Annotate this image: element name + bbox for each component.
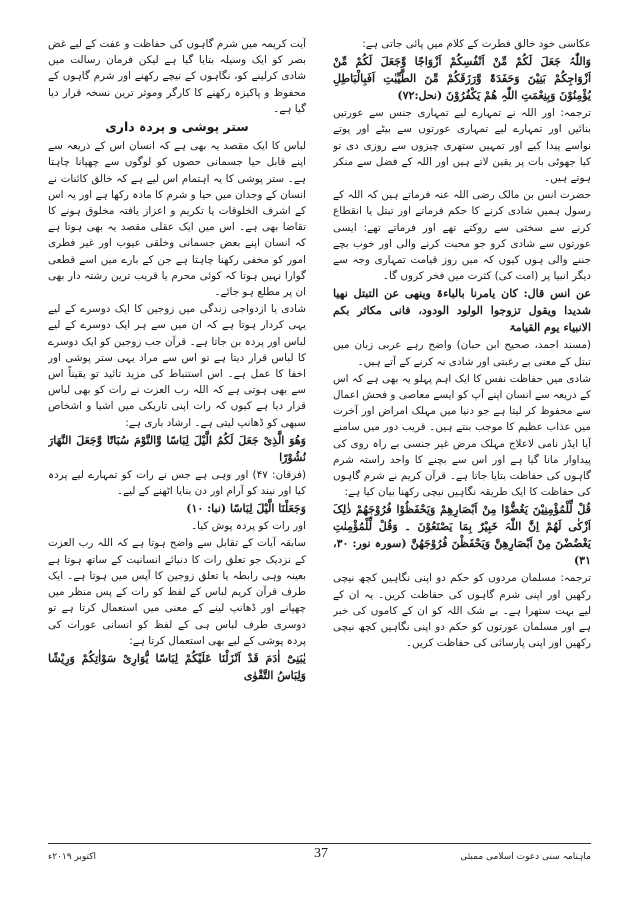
page-footer [48,848,591,868]
left-translation-naba: اور رات کو پردہ پوش کیا۔ [190,520,306,533]
left-quran-verse-naba: وَجَعَلْنَا الَّیْلَ لِبَاسًا (نبا: ۱۰) [186,502,306,516]
footer-divider [48,843,591,844]
right-quran-verse-nahl: وَاللّٰہُ جَعَلَ لَکُمْ مِّنْ اَنْفُسِکُمْ اَزْوَاجًا وَّجَعَلَ لَکُمْ مِّنْ اَزْوَاجِکُمْ بَنِیْنَ وَحَفَدَۃً وَّرَزَقَکُمْ مِّنَ الطَّیِّبٰتِ اَفَبِالْبَاطِلِ یُؤْمِنُوْنَ وَبِنِعْمَتِ اللّٰہِ ھُمْ یَکْفُرُوْنَ (نحل:۷۲) [333,55,591,103]
right-intro: عکاسی خود خالق فطرت کے کلام میں پائی جاتی ہے: [362,38,591,50]
left-comparison-paragraph: سابقہ آیات کے تقابل سے واضح ہوتا ہے کہ اللہ رب العزت کے نزدیک جو تعلق رات کا دنیائے انسانیت کے ساتھ ہوتا ہے بعینہ وہی رابطہ یا تعلق زوجین کا آپس میں ہوتا ہے۔ ایک طرف قرآن کریم لباس کے لفظ کو رات کے پس منظر میں چھپانے اور ڈھانپ لینے کے معنی میں استعمال کرتا ہے تو دوسری طرف لباس ہی کے لفظ کو انسانی عورات کی پردہ پوشی کے لیے بھی استعمال کرتا ہے: [48,537,306,647]
right-hadith-anas-urdu: حضرت انس بن مالک رضی اللہ عنہ فرماتے ہیں کہ اللہ کے رسول ہمیں شادی کرنے کا حکم فرماتے اور تبتل یا انقطاع کرنے سے سختی سے روکتے تھے اور فرماتے تھے: ایسی عورتوں سے شادی کرو جو محبت کرنے والی اور خوب بچے جننے والی ہوں کیوں کہ میں روز قیامت تمہاری وجہ سے دیگر انبیا پر (امت کی) کثرت میں فخر کروں گا۔ [333,189,591,283]
left-quran-verse-araf: یٰبَنِیْٓ اٰدَمَ قَدْ اَنْزَلْنَا عَلَیْکُمْ لِبَاسًا یُّوَارِیْ سَوْاٰتِکُمْ وَرِیْشًا وَلِبَاسُ التَّقْوٰی [48,651,306,682]
left-translation-furqan: (فرقان: ۴۷) اور وہی ہے جس نے رات کو تمہارے لیے پردہ کیا اور نیند کو آرام اور دن بنایا اٹھنے کے لیے۔ [48,468,306,498]
left-quran-verse-furqan: وَھُوَ الَّذِیْ جَعَلَ لَکُمُ الَّیْلَ لِبَاسًا وَّالنَّوْمَ سُبَاتًا وَّجَعَلَ النَّھَارَ نُشُوْرًا [48,433,306,464]
page-number: 37 [314,846,328,861]
right-hadith-reference: (مسند احمد، صحیح ابن حبان) واضح رہے عربی زبان میں تبتل کے معنی بے رغبتی اور شادی نہ کرنے کے آتے ہیں۔ [333,339,591,368]
left-column [48,36,306,826]
right-hadith-arabic: عن انس قال: کان یامرنا بالباءۃ وینھی عن التبتل نھیا شدیدا ویقول تزوجوا الولود الودود، فانی مکاثر بکم الانبیاء یوم القیامۃ [333,287,591,335]
section-heading: ستر پوشی و پردہ داری [105,119,249,135]
issue-date: اکتوبر ۲۰۱۹ء [48,852,97,862]
left-clothing-paragraph: لباس کا ایک مقصد یہ بھی ہے کہ انسان اس کے ذریعہ سے اپنے قابل حیا جسمانی حصوں کو لوگوں سے چھپانا چاہتا ہے۔ ستر پوشی کا یہ اہتمام اس لیے ہے کہ خالق کائنات نے انسان کے وجدان میں حیا و شرم کا مادہ رکھا ہے اور یہ اس کے اشرف الخلوقات یا تکریم و اعزاز یافتہ مخلوق ہونے کا تقاضا بھی ہے۔ اس میں ایک عقلی مقصد یہ بھی ہوتا ہے کہ انسان اپنے بعض جسمانی وخلقی عیوب اور غیر فطری امور کو مخفی رکھنا چاہتا ہے جن کے بارے میں اسے قطعی گوارا نہیں ہوتا کہ کوئی محرم یا قریب ترین رشتہ دار بھی ان پر مطلع ہو جائے۔ [48,140,306,299]
right-protection-paragraph: شادی میں حفاظت نفس کا ایک اہم پہلو یہ بھی ہے کہ اس کے ذریعہ سے انسان اپنے آپ کو ایسے معاصی و فحش اعمال سے محفوظ کر لیتا ہے جو دنیا میں مہلک امراض اور آخرت میں عذاب عظیم کا موجب بنتے ہیں۔ قریب دور میں سامنے آیا ایڈز نامی لاعلاج مہلک مرض غیر جنسی بے راہ روی کی پیداوار مانا گیا ہے اور اس سے بچنے کا واحد راستہ شرم گاہوں کی حفاظت بتایا جاتا ہے۔ قرآن کریم نے شرم گاہوں کی حفاظت کا ایک طریقہ نگاہیں نیچی رکھنا بیان کیا ہے: [333,372,591,499]
right-translation-nahl: ترجمہ: اور اللہ نے تمہارے لیے تمہاری جنس سے عورتیں بنائیں اور تمہارے لیے تمہاری عورتوں سے بیٹے اور پوتے نواسے پیدا کیے اور تمہیں ستھری چیزوں سے روزی دی تو کیا جھوٹی بات پر یقین لاتے ہیں اور اللہ کے فضل سے منکر ہوتے ہیں۔ [333,107,591,185]
left-intro: آیت کریمہ میں شرم گاہوں کی حفاظت و عفت کے لیے غض بصر کو ایک وسیلہ بتایا گیا ہے لیکن فرمان رسالت میں شادی کرلینے کو، نگاہوں کے نیچے رکھنے اور شرم گاہوں کے محفوظ و پاکیزہ رکھنے کا کارگر وموثر ترین نسخہ قرار دیا گیا ہے۔ [48,38,306,115]
publication-name: ماہنامہ سنی دعوت اسلامی ممبئی [460,852,591,862]
right-quran-verse-nur: قُلْ لِّلْمُؤْمِنِیْنَ یَغُضُّوْا مِنْ اَبْصَارِھِمْ وَیَحْفَظُوْا فُرُوْجَھُمْ ذٰلِکَ اَزْکٰی لَھُمْ اِنَّ اللّٰہَ خَبِیْرٌ بِمَا یَصْنَعُوْنَ ۔ وَقُلْ لِّلْمُؤْمِنٰتِ یَغْضُضْنَ مِنْ اَبْصَارِھِنَّ وَیَحْفَظْنَ فُرُوْجَھُنَّ (سورہ نور: ۳۰، ۳۱) [333,503,591,568]
left-marriage-paragraph: شادی یا ازدواجی زندگی میں زوجین کا ایک دوسرے کے لیے یہی کردار ہوتا ہے کہ ان میں سے ہر ایک دوسرے کے لیے لباس اور پردہ بن جاتا ہے۔ قرآن جب زوجین کو ایک دوسرے کا لباس قرار دیتا ہے تو اس سے مراد یہی ستر پوشی اور اخفا کا عمل ہے۔ اس استنباط کی مزید تائید تو یقیناً اس سے بھی ہوتی ہے کہ اللہ رب العزت نے رات کو بھی لباس قرار دیا ہے کیوں کہ رات اپنی تاریکی میں اشیا و اشخاص سبھی کو ڈھانپ لیتی ہے۔ ارشاد باری ہے: [48,303,306,429]
right-translation-nur: ترجمہ: مسلمان مردوں کو حکم دو اپنی نگاہیں کچھ نیچی رکھیں اور اپنی شرم گاہوں کی حفاظت کریں۔ یہ ان کے لیے بہت ستھرا ہے۔ بے شک اللہ کو ان کے کاموں کی خبر ہے اور مسلمان عورتوں کو حکم دو اپنی نگاہیں کچھ نیچی رکھیں اور اپنی پارسائی کی حفاظت کریں۔ [333,572,591,650]
right-column [333,36,591,826]
